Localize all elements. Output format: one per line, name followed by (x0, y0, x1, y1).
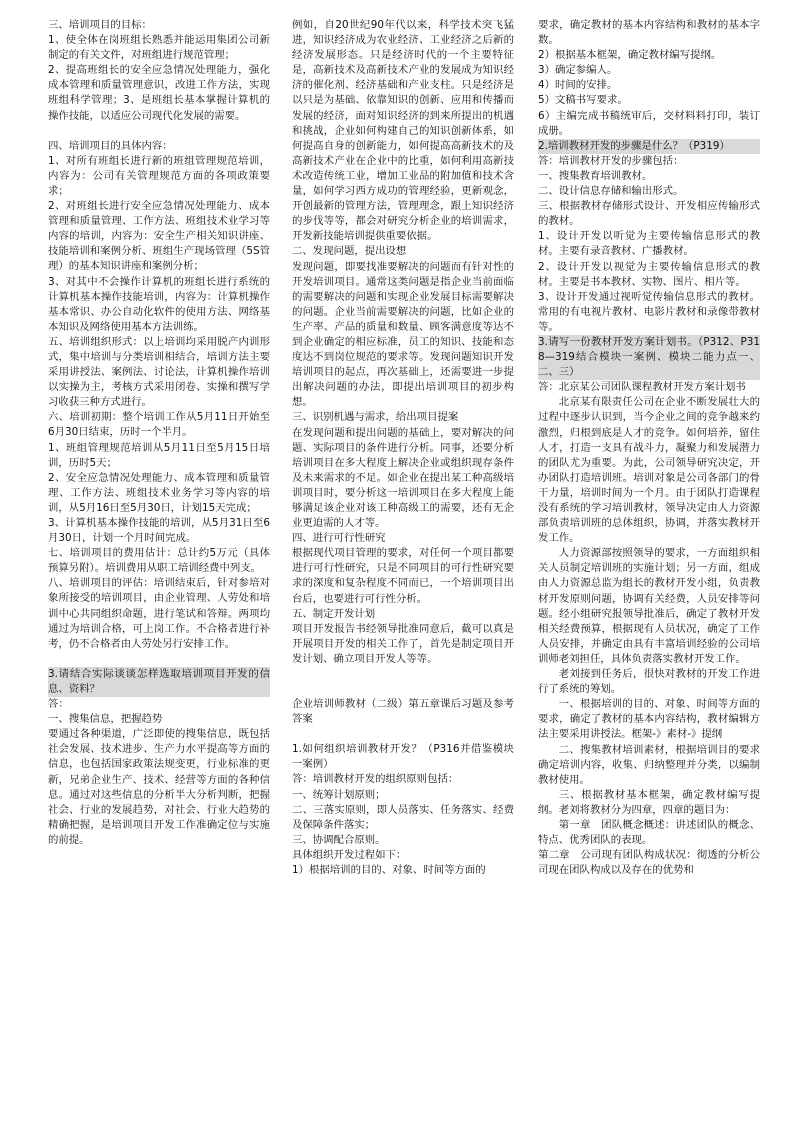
paragraph: 1、班组管理规范培训从5月11日至5月15日培训，历时5天； (48, 441, 270, 469)
list-item: 三、协调配合原则。 (292, 833, 386, 846)
section-heading: 二、发现问题，提出设想 (292, 245, 407, 258)
list-item: 6）主编完成书稿统审后，交材料料打印，装订成册。 (538, 109, 760, 137)
paragraph: 要求，确定教材的基本内容结构和教材的基本字数。 (538, 19, 760, 47)
paragraph: 第二章 公司现有团队构成状况：彻透的分析公司现在团队构成以及存在的优势和 (538, 849, 760, 877)
paragraph: 3、计算机基本操作技能的培训，从5月31日至6月30日，计划一个月时间完成。 (48, 517, 270, 545)
answer-label: 答： (48, 698, 69, 711)
list-item: 一、统筹计划原则； (292, 788, 386, 801)
paragraph: 要通过各种渠道，广泛即使的搜集信息，既包括社会发展、技术进步、生产力水平提高等方面的信息，也包括国家政策法规变更，行业标准的更新，兄弟企业生产、技术、经营等方面的各种信息。通过对这些信息的分析半大分析判断，把握社会、行业的发展趋势，对社会、行业大趋势的精确把握，是培训项目开发工作准确定位与实施的前提。 (48, 728, 270, 846)
question-heading: 3.请结合实际谈谈怎样选取培训项目开发的信息、资料？ (48, 667, 270, 697)
paragraph: 在发现问题和提出问题的基础上，要对解决的问题、实际项目的条件进行分析。同事，还要分析培训项目在多大程度上解决企业或组织现存条件及未来需求的不足。如企业在提出某工种高级培训项目时，要分析这一培训项目在多大程度上能够满足该企业对该工种高级工的需要，还有无企业更迫需的人才等。 (292, 426, 514, 530)
question-heading: 2.培训教材开发的步骤是什么？（P319） (538, 139, 760, 154)
paragraph: 六、培训初期：整个培训工作从5月11日开始至6月30日结束，历时一个半月。 (48, 411, 270, 439)
paragraph: 北京某有限责任公司在企业不断发展壮大的过程中逐步认识到，当今企业之间的竞争越来约激烈，归根到底是人才的竞争。如何培养，留住人才，打造一支具有战斗力，凝聚力和发展潜力的团队尤为重要。为此，公司领导研究决定，开办团队打造培训班。培训对象是公司各部门的骨干力量，培训时间为一个月。由于团队打造课程没有系统的学习培训教材，领导决定由人力资源部负责培训班的总体组织，协调，并落实教材开发工作。 (538, 396, 760, 545)
paragraph: 八、培训项目的评估：培训结束后，针对参培对象所接受的培训项目，由企业管理、人劳处和培训中心共同组织命题，进行笔试和答辩。两项均通过为培训合格，可上岗工作。不合格者进行补考，仍不合格者由人劳处另行安排工作。 (48, 577, 270, 650)
paragraph: 三、培训项目的目标： (48, 19, 152, 31)
paragraph: 2、提高班组长的安全应急情况处理能力，强化成本管理和质量管理意识，改进工作方法，实现班组科学管理；3、是班组长基本掌握计算机的操作技能，以适应公司现代化发展的需要。 (48, 64, 270, 122)
list-item: 1、设计开发以听觉为主要传输信息形式的教材。主要有录音教材、广播教材。 (538, 230, 760, 258)
list-item: 具体组织开发过程如下： (292, 848, 407, 861)
list-item: 二、设计信息存储和输出形式。 (538, 185, 684, 198)
section-heading: 三、识别机遇与需求，给出项目提案 (292, 411, 459, 424)
list-item: 2、设计开发以视觉为主要传输信息形式的教材。主要是书本教材、实物、图片、相片等。 (538, 260, 760, 288)
paragraph: 3、对其中不会操作计算机的班组长进行系统的计算机基本操作技能培训，内容为：计算机操作基本常识、办公自动化软件的使用方法、网络基本知识及网络使用基本方法训练。 (48, 275, 270, 333)
paragraph: 答：培训教材开发的步骤包括： (538, 154, 684, 167)
paragraph: 发现问题，即要找准要解决的问题而有针对性的开发培训项目。通常这类问题是指企业当前面临的需要解决的问题和实现企业发展目标需要解决的问题。企业当前需要解决的问题，比如企业的生产率、产品的质量和数量、顾客满意度等达不到企业确定的相应标准，员工的知识、技能和态度达不到岗位规范的要求等。发现问题知识开发培训项目的起点，再次基础上，还需要进一步提出解决问题的办法，即提出培训项目的初步构想。 (292, 260, 514, 409)
paragraph: 五、培训组织形式：以上培训均采用脱产内训形式，集中培训与分类培训相结合，培训方法主要采用讲授法、案例法、讨论法，计算机操作培训以实操为主，考核方式采用闭卷、实操和撰写学习收获三种方式进行。 (48, 335, 270, 409)
paragraph: 2、安全应急情况处理能力、成本管理和质量管理、工作方法、班组技术业务学习等内容的培训，从5月16日至5月30日，计划15天完成； (48, 471, 270, 514)
paragraph: 1、使全体在岗班组长熟悉并能运用集团公司新制定的有关文件，对班组进行规范管理； (48, 34, 270, 62)
section-heading: 四、进行可行性研究 (292, 532, 386, 545)
section-heading: 五、制定开发计划 (292, 607, 376, 620)
paragraph: 三、根据教材基本框架，确定教材编写提纲。老刘将教材分为四章，四章的题目为： (538, 788, 760, 816)
paragraph: 例如，自20世纪90年代以来，科学技术突飞猛进，知识经济成为农业经济、工业经济之后新的经济发展形态。只是经济时代的一个主要特征是，高新技术及高新技术产业的发展成为知识经济的催化剂、经济基础和产业支柱。只是经济是以只是为基础、依靠知识的创新、应用和传播而发展的经济，面对知识经济的到来所提出的机遇和挑战，企业如何构建自己的知识创新体系，如何提高自身的创新能力，如何提高高新技术的及高新技术产业在企业中的比重，如何利用高新技术改造传统工业，增加工业品的附加值和技术含量，如何学习西方成功的管理经验，更新观念，开创最新的管理方法，管理理念，跟上知识经济的步伐等等，都会对研究分析企业的培训需求，开发新技能培训提供重要依据。 (292, 19, 514, 243)
column-left (48, 18, 270, 848)
paragraph: 二、搜集教材培训素材，根据培训目的要求确定培训内容，收集、归纳整理并分类，以编制教材使用。 (538, 743, 760, 786)
list-item: 一、搜集教育培训教材。 (538, 169, 653, 182)
paragraph: 第一章 团队概念概述：讲述团队的概念、特点、优秀团队的表现。 (538, 818, 760, 847)
paragraph: 一、根据培训的目的、对象、时间等方面的要求，确定了教材的基本内容结构，教材编辑方法主要采用讲授法。框架-》素材-》提纲 (538, 698, 760, 741)
paragraph: 1、对所有班组长进行新的班组管理规范培训，内容为：公司有关管理规范方面的各项政策要求； (48, 154, 270, 197)
paragraph: 项目开发报告书经领导批准同意后，截可以真是开展项目开发的相关工作了，首先是制定项目开发计划、确立项目开发人等等。 (292, 622, 514, 665)
list-item: 4）时间的安排。 (538, 79, 618, 92)
list-item: 3）确定参编人。 (538, 64, 618, 77)
section-heading: 四、培训项目的具体内容： (48, 139, 173, 152)
list-item: 1）根据培训的目的、对象、时间等方面的 (292, 863, 486, 876)
list-item: 三、根据教材存储形式设计、开发相应传输形式的教材。 (538, 200, 760, 228)
column-middle (292, 18, 514, 878)
paragraph: 七、培训项目的费用估计：总计约5万元（具体预算另附）。培训费用从职工培训经费中列支。 (48, 547, 270, 575)
column-right (538, 18, 760, 878)
paragraph: 人力资源部按照领导的要求，一方面组织相关人员制定培训班的实施计划；另一方面，组成由人力资源总监为组长的教材开发小组，负责教材开发原则问题，协调有关经费，人员安排等问题。经小组研究报领导批准后，确定了教材开发相关经费预算，根据现有人员状况，确定了工作人员安排，并确定由具有丰富培训经验的公司培训师老刘担任，具体负责落实教材开发工作。 (538, 547, 760, 665)
list-item: 3、设计开发通过视听觉传输信息形式的教材。常用的有电视片教材、电影片教材和录像带教材等。 (538, 290, 760, 333)
question-heading: 1.如何组织培训教材开发？（P316并借鉴模块一案例） (292, 743, 514, 771)
paragraph: 根据现代项目管理的要求，对任何一个项目都要进行可行性研究，只是不同项目的可行性研究要求的深度和复杂程度不同而已，一个培训项目出台后，也要进行可行性分析。 (292, 547, 514, 605)
list-item: 2）根据基本框架，确定教材编写提纲。 (538, 49, 722, 62)
paragraph: 老刘接到任务后，很快对教材的开发工作进行了系统的筹划。 (538, 668, 760, 696)
section-heading: 一、搜集信息，把握趋势 (48, 713, 163, 726)
chapter-heading: 企业培训师教材（二级）第五章课后习题及参考答案 (292, 698, 514, 726)
paragraph: 答：培训教材开发的组织原则包括： (292, 773, 459, 786)
list-item: 5）文稿书写要求。 (538, 94, 628, 107)
paragraph: 2、对班组长进行安全应急情况处理能力、成本管理和质量管理、工作方法、班组技术业学习等内容的培训，内容为：安全生产相关知识讲座、技能培训和案例分析、班组生产现场管理（5S管理）的基本知识讲座和案例分析； (48, 200, 270, 273)
list-item: 二、三落实原则，即人员落实、任务落实、经费及保障条件落实； (292, 803, 514, 831)
paragraph: 答：北京某公司团队课程教材开发方案计划书 (538, 381, 746, 394)
question-heading: 3.请写一份教材开发方案计划书。（P312、P318—319结合模块一案例、模块二能力点一、二、三） (538, 335, 760, 380)
